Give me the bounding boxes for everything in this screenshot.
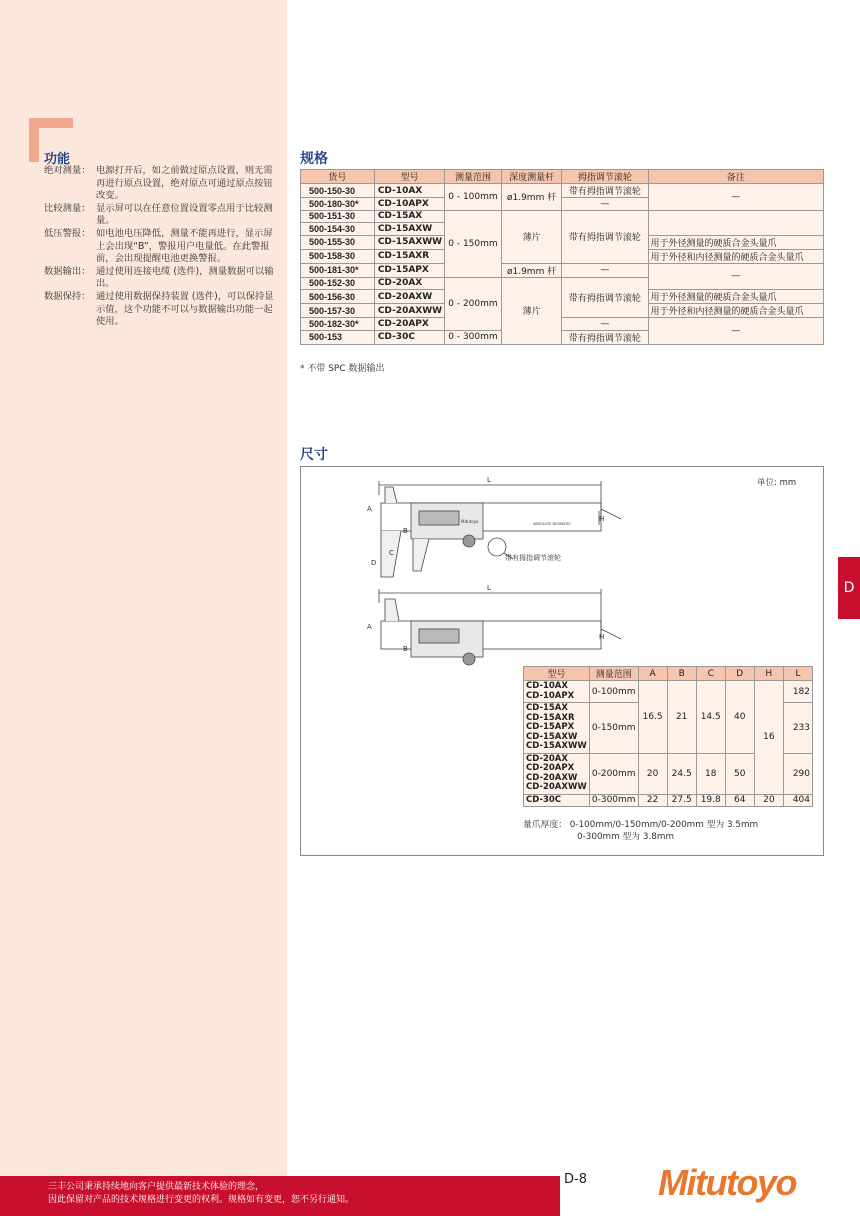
model: CD-15AXWW — [374, 235, 444, 249]
dim-label-h: H — [599, 515, 605, 523]
dim-a: 16.5 — [638, 681, 667, 754]
dims-header: C — [696, 667, 725, 681]
model: CD-20APX — [374, 318, 444, 331]
remark-cell: — — [648, 263, 824, 290]
spec-header: 备注 — [648, 170, 824, 184]
absolute-mark: ABSOLUTE DIGIMATIC — [533, 522, 571, 526]
model-list: CD-30C — [524, 794, 590, 807]
dim-b: 27.5 — [667, 794, 696, 807]
feature-item: 数据保持： 通过使用数据保持装置 (选件)，可以保持显示值，这个功能不可以与数据输出功能一起使用。 — [44, 290, 274, 328]
thumb-cell: — — [562, 263, 648, 277]
dim-h: 20 — [754, 794, 783, 807]
thumb-roller-callout: 带有拇指调节滚轮 — [505, 554, 561, 562]
spec-title: 规格 — [300, 151, 328, 167]
dim-a: 22 — [638, 794, 667, 807]
order-no: 500-154-30 — [301, 223, 375, 236]
table-row — [301, 318, 824, 331]
model: CD-20AX — [374, 277, 444, 290]
remark-cell — [648, 210, 824, 235]
range-cell: 0 - 200mm — [445, 277, 502, 330]
dim-label-l: L — [487, 476, 491, 484]
dim-l: 233 — [783, 703, 812, 754]
section-tab-d: D — [838, 557, 860, 619]
table-row — [524, 794, 813, 807]
dim-label-b: B — [403, 527, 408, 535]
brand-mark: Mitutoyo — [461, 519, 479, 524]
dim-label-h: H — [599, 633, 605, 641]
table-row — [524, 681, 813, 703]
model: CD-15APX — [374, 263, 444, 277]
table-row — [301, 263, 824, 277]
feature-item: 绝对测量： 电源打开后，如之前做过原点设置，则无需再进行原点设置，绝对原点可通过原点按钮改变。 — [44, 165, 273, 202]
dim-label-l: L — [487, 584, 491, 592]
remark-cell: — — [648, 184, 824, 211]
thumb-cell: 带有拇指调节滚轮 — [562, 277, 648, 318]
spec-header: 货号 — [301, 170, 375, 184]
dims-header-row — [524, 667, 813, 681]
dim-label-c: C — [389, 549, 394, 557]
order-no: 500-155-30 — [301, 235, 375, 249]
depth-cell: ø1.9mm 杆 — [501, 263, 561, 277]
spec-header: 深度测量杆 — [501, 170, 561, 184]
dim-h: 16 — [754, 681, 783, 795]
dim-b: 24.5 — [667, 753, 696, 794]
dims-header: D — [725, 667, 754, 681]
dim-c: 19.8 — [696, 794, 725, 807]
thumb-cell: — — [562, 318, 648, 331]
depth-cell: 薄片 — [501, 210, 561, 263]
range-cell: 0-300mm — [589, 794, 638, 807]
order-no: 500-181-30* — [301, 263, 375, 277]
range-cell: 0 - 300mm — [445, 330, 502, 344]
dim-label-a: A — [367, 505, 372, 513]
spec-header: 测量范围 — [445, 170, 502, 184]
dims-header: B — [667, 667, 696, 681]
remark-cell: 用于外径和内径测量的硬质合金头量爪 — [648, 304, 824, 318]
model: CD-15AX — [374, 210, 444, 223]
model: CD-20AXW — [374, 290, 444, 304]
model-list: CD-20AX CD-20APX CD-20AXW CD-20AXWW — [524, 753, 590, 794]
dim-d: 50 — [725, 753, 754, 794]
dims-title: 尺寸 — [300, 447, 328, 463]
footer-bar — [0, 1176, 560, 1216]
model: CD-15AXR — [374, 249, 444, 263]
range-cell: 0 - 100mm — [445, 184, 502, 211]
spec-header: 型号 — [374, 170, 444, 184]
depth-cell: 薄片 — [501, 277, 561, 344]
page-number: D-8 — [564, 1172, 587, 1187]
remark-cell: 用于外径测量的硬质合金头量爪 — [648, 235, 824, 249]
dim-d: 40 — [725, 681, 754, 754]
spec-header: 拇指调节滚轮 — [562, 170, 648, 184]
unit-label: 单位: mm — [757, 478, 797, 488]
features-panel — [0, 0, 287, 1176]
spec-table — [300, 169, 824, 345]
model: CD-10AX — [374, 184, 444, 198]
thumb-cell: — — [562, 198, 648, 211]
dims-header: A — [638, 667, 667, 681]
dims-header: 型号 — [524, 667, 590, 681]
dim-a: 20 — [638, 753, 667, 794]
range-cell: 0-100mm — [589, 681, 638, 703]
feature-item: 低压警报： 如电池电压降低，测量不能再进行，显示屏上会出现“B”，警报用户电量低。在此警报前，会出现提醒电池更换警报。 — [44, 227, 273, 265]
thumb-cell: 带有拇指调节滚轮 — [562, 330, 648, 344]
order-no: 500-156-30 — [301, 290, 375, 304]
caliper-drawing — [301, 467, 825, 667]
thumb-roller-icon — [463, 653, 475, 665]
spec-header-row — [301, 170, 824, 184]
spec-note: * 不带 SPC 数据输出 — [300, 364, 385, 374]
order-no: 500-180-30* — [301, 198, 375, 211]
range-cell: 0-200mm — [589, 753, 638, 794]
table-row — [301, 210, 824, 223]
order-no: 500-152-30 — [301, 277, 375, 290]
caliper-display — [419, 511, 459, 525]
dim-b: 21 — [667, 681, 696, 754]
dim-l: 404 — [783, 794, 812, 807]
dim-label-d: D — [371, 559, 377, 567]
order-no: 500-182-30* — [301, 318, 375, 331]
model-list: CD-10AX CD-10APX — [524, 681, 590, 703]
order-no: 500-151-30 — [301, 210, 375, 223]
feature-item: 比较测量： 显示屏可以在任意位置设置零点用于比较测量。 — [44, 202, 273, 227]
dim-label-b: B — [403, 645, 408, 653]
thumb-cell: 带有拇指调节滚轮 — [562, 184, 648, 198]
model: CD-20AXWW — [374, 304, 444, 318]
range-cell: 0-150mm — [589, 703, 638, 754]
order-no: 500-153 — [301, 330, 375, 344]
jaw-thickness-note: 量爪厚度： 0-100mm/0-150mm/0-200mm 型为 3.5mm 0-300mm 型为 3.8mm — [523, 820, 759, 842]
dims-table — [523, 666, 813, 807]
dims-header: 测量范围 — [589, 667, 638, 681]
feature-item: 数据输出： 通过使用连接电缆 (选件)，测量数据可以输出。 — [44, 265, 274, 290]
table-row — [301, 184, 824, 198]
dim-label-a: A — [367, 623, 372, 631]
range-cell: 0 - 150mm — [445, 210, 502, 277]
model: CD-30C — [374, 330, 444, 344]
caliper-display — [419, 629, 459, 643]
order-no: 500-157-30 — [301, 304, 375, 318]
dim-l: 182 — [783, 681, 812, 703]
dims-header: L — [783, 667, 812, 681]
remark-cell: — — [648, 318, 824, 345]
dims-box — [300, 466, 824, 856]
thumb-cell: 带有拇指调节滚轮 — [562, 210, 648, 263]
features-list — [44, 165, 280, 329]
model: CD-10APX — [374, 198, 444, 211]
dim-l: 290 — [783, 753, 812, 794]
thumb-roller-icon — [463, 535, 475, 547]
features-title: 功能 — [44, 152, 71, 167]
dim-c: 14.5 — [696, 681, 725, 754]
caliper-jaw — [413, 539, 429, 571]
dim-c: 18 — [696, 753, 725, 794]
model-list: CD-15AX CD-15AXR CD-15APX CD-15AXW CD-15AXWW — [524, 703, 590, 754]
brand-logo: Mitutoyo — [658, 1162, 796, 1203]
dims-header: H — [754, 667, 783, 681]
depth-cell: ø1.9mm 杆 — [501, 184, 561, 211]
order-no: 500-150-30 — [301, 184, 375, 198]
remark-cell: 用于外径测量的硬质合金头量爪 — [648, 290, 824, 304]
dim-d: 64 — [725, 794, 754, 807]
remark-cell: 用于外径和内径测量的硬质合金头量爪 — [648, 249, 824, 263]
model: CD-15AXW — [374, 223, 444, 236]
footer-disclaimer: 三丰公司秉承持续地向客户提供最新技术体验的理念， 因此保留对产品的技术规格进行变更的权利。规格如有变更，恕不另行通知。 — [48, 1182, 355, 1205]
order-no: 500-158-30 — [301, 249, 375, 263]
